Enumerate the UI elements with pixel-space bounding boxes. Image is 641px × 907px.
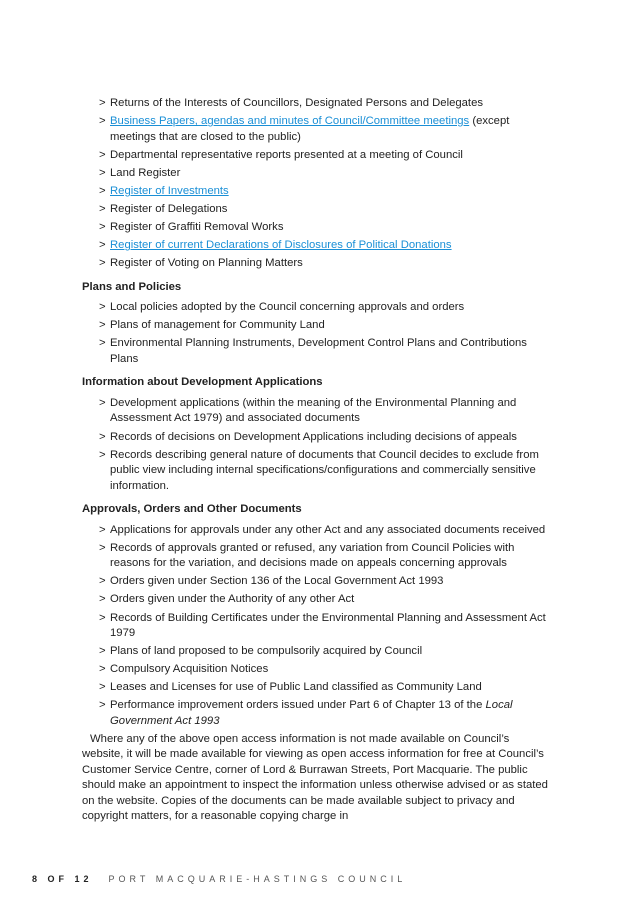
list-item <box>82 698 552 729</box>
list-item <box>82 336 552 367</box>
act-title-italic: Local Government Act 1993 <box>110 699 513 727</box>
list-item <box>82 148 552 164</box>
bullet-marker: > <box>99 663 106 676</box>
list-item <box>82 202 552 218</box>
list-item <box>82 430 552 446</box>
list-item-text: (except meetings that are closed to the public) <box>110 115 510 143</box>
bullet-marker: > <box>99 202 106 215</box>
bullet-marker: > <box>99 699 106 712</box>
organisation-name: PORT MACQUARIE-HASTINGS COUNCIL <box>108 874 407 884</box>
records-list <box>82 96 552 272</box>
list-item <box>82 396 552 427</box>
list-item-text: Compulsory Acquisition Notices <box>110 663 269 676</box>
approvals-orders-heading: Approvals, Orders and Other Documents <box>82 503 302 516</box>
bullet-marker: > <box>99 681 106 694</box>
document-body <box>82 96 552 825</box>
list-item-text: Departmental representative reports presented at a meeting of Council <box>110 148 463 161</box>
bullet-marker: > <box>99 166 106 179</box>
list-item-text: Records of decisions on Development Applications including decisions of appeals <box>110 430 517 443</box>
bullet-marker: > <box>99 645 106 658</box>
bullet-marker: > <box>99 184 106 197</box>
bullet-marker: > <box>99 221 106 234</box>
plans-policies-list <box>82 300 552 367</box>
approvals-orders-list <box>82 523 552 730</box>
political-donations-register-link[interactable]: Register of current Declarations of Disclosures of Political Donations <box>110 239 452 252</box>
open-access-paragraph: Where any of the above open access information is not made available on Council’s website, it will be made available for viewing as open access information for free at Council’s Customer Service Centre, corner of Lord & Burrawan Streets, Port Macquarie. The public should make an appointment to inspect the information unless otherwise advised or as stated on the website. Copies of the documents can be made available subject to privacy and copyright matters, for a reasonable copying charge in <box>82 732 548 823</box>
list-item <box>82 644 552 660</box>
list-item <box>82 220 552 236</box>
list-item <box>82 592 552 608</box>
list-item-text: Land Register <box>110 166 181 179</box>
bullet-marker: > <box>99 257 106 270</box>
list-item-text: Records describing general nature of documents that Council decides to exclude from public view including internal specifications/configurations and commercially sensitive information. <box>110 448 539 492</box>
list-item-text: Applications for approvals under any other Act and any associated documents received <box>110 523 546 536</box>
page-number: 8 OF 12 <box>32 874 93 884</box>
plans-policies-heading: Plans and Policies <box>82 280 182 293</box>
list-item-text: Register of Graffiti Removal Works <box>110 221 284 234</box>
list-item-text: Development applications (within the meaning of the Environmental Planning and Assessment Act 1979) and associated documents <box>110 396 517 425</box>
list-item-text: Orders given under Section 136 of the Local Government Act 1993 <box>110 575 444 588</box>
list-item <box>82 523 552 539</box>
register-of-investments-link[interactable]: Register of Investments <box>110 184 229 197</box>
list-item-text: Leases and Licenses for use of Public Land classified as Community Land <box>110 681 482 694</box>
bullet-marker: > <box>99 448 106 461</box>
list-item <box>82 96 552 112</box>
list-item-text: Records of approvals granted or refused, any variation from Council Policies with reasons for the variation, and decisions made on appeals concerning approvals <box>110 541 515 570</box>
list-item-text: Local policies adopted by the Council concerning approvals and orders <box>110 301 465 314</box>
list-item-text: Plans of land proposed to be compulsorily acquired by Council <box>110 645 423 658</box>
development-applications-list <box>82 396 552 494</box>
list-item-text: Orders given under the Authority of any other Act <box>110 593 355 606</box>
bullet-marker: > <box>99 593 106 606</box>
list-item <box>82 318 552 334</box>
list-item-text: Records of Building Certificates under the Environmental Planning and Assessment Act 1979 <box>110 611 546 639</box>
list-item <box>82 256 552 272</box>
bullet-marker: > <box>99 97 106 109</box>
bullet-marker: > <box>99 239 106 252</box>
page-footer <box>32 874 406 884</box>
bullet-marker: > <box>99 541 106 554</box>
list-item-text: Returns of the Interests of Councillors, Designated Persons and Delegates <box>110 97 484 109</box>
bullet-marker: > <box>99 575 106 588</box>
list-item <box>82 680 552 696</box>
bullet-marker: > <box>99 430 106 443</box>
list-item-text: Register of Voting on Planning Matters <box>110 257 303 270</box>
list-item <box>82 448 552 495</box>
bullet-marker: > <box>99 523 106 536</box>
bullet-marker: > <box>99 319 106 332</box>
business-papers-link[interactable]: Business Papers, agendas and minutes of Council/Committee meetings <box>110 115 470 128</box>
list-item-text: Environmental Planning Instruments, Development Control Plans and Contributions Plans <box>110 337 527 365</box>
list-item <box>82 238 552 254</box>
list-item <box>82 611 552 642</box>
list-item <box>82 184 552 200</box>
list-item <box>82 166 552 182</box>
bullet-marker: > <box>99 148 106 161</box>
bullet-marker: > <box>99 115 106 128</box>
bullet-marker: > <box>99 301 106 314</box>
list-item-text: Register of Delegations <box>110 202 228 215</box>
list-item-text: Plans of management for Community Land <box>110 319 325 332</box>
development-applications-heading: Information about Development Applications <box>82 376 323 389</box>
list-item <box>82 541 552 572</box>
bullet-marker: > <box>99 337 106 350</box>
bullet-marker: > <box>99 396 106 409</box>
list-item <box>82 662 552 678</box>
list-item <box>82 574 552 590</box>
list-item <box>82 300 552 316</box>
list-item-text: Performance improvement orders issued under Part 6 of Chapter 13 of the <box>110 699 486 712</box>
list-item <box>82 114 552 145</box>
bullet-marker: > <box>99 611 106 624</box>
